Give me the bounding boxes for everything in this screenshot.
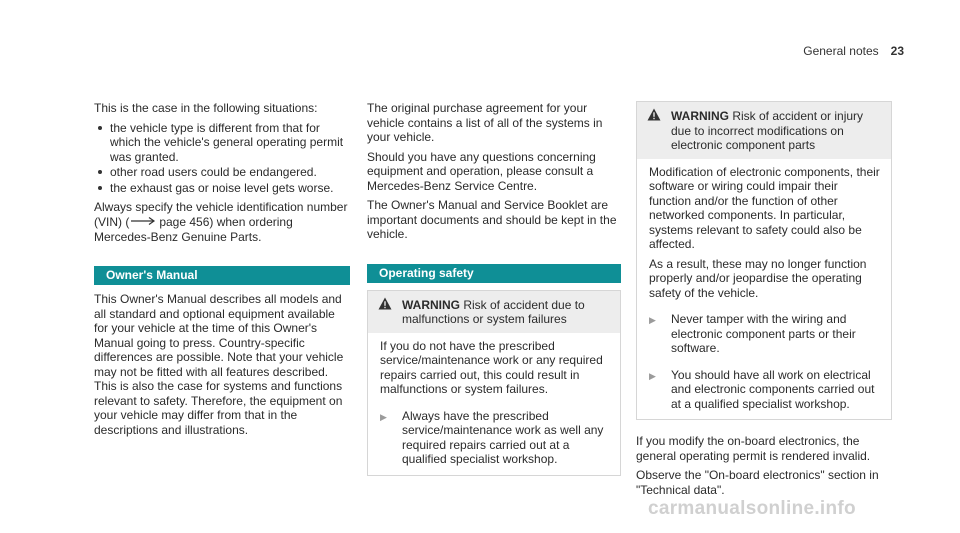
vin-page-link[interactable]: page 456) when ordering Mercedes-Benz Genuine Parts. (94, 214, 293, 244)
warning-action (649, 368, 881, 412)
warning-header (368, 291, 620, 333)
warning-description: Modification of electronic components, their software or wiring could impair their function and/or the function of other networked components. In particular, systems relevant to safety could also be affected. (649, 164, 880, 251)
observe-text: Observe the "On-board electronics" section in "Technical data". (636, 468, 879, 497)
owners-manual-text: This Owner's Manual describes all models and all standard and optional equipment available for your vehicle at the time of this Owner's Manual going to press. Country-specific differences are possible. Note that your vehicle may not be fitted with all features described. This is also the case for systems and functions relevant to safety. Therefore, the equipment on your vehicle may differ from that in the descriptions and illustrations. (94, 292, 344, 437)
list-item: other road users could be endangered. (94, 165, 350, 180)
section-heading-owners-manual: Owner's Manual (94, 266, 350, 285)
column-right (636, 101, 892, 502)
warning-triangle-icon (647, 108, 661, 125)
warning-box-modification (636, 101, 892, 420)
warning-description: If you do not have the prescribed service/maintenance work or any required repairs carried out, this could result in malfunctions or system failures. (380, 338, 603, 396)
warning-title: Risk of accident or injury due to incorrect modifications on electronic component parts (671, 109, 864, 152)
warning-consequence: As a result, these may no longer function properly and/or jeopardise the operating safety of the vehicle. (649, 256, 867, 300)
warning-header (637, 102, 891, 159)
page-number: 23 (890, 44, 904, 58)
situation-list (94, 121, 350, 196)
warning-action (649, 312, 881, 356)
list-item: the vehicle type is different from that for which the vehicle's general operating permit was granted. (94, 121, 350, 165)
questions-text: Should you have any questions concerning equipment and operation, please consult a Mercedes-Benz Service Centre. (367, 149, 596, 193)
warning-body (637, 159, 891, 420)
action-arrow-icon: ▶ (380, 411, 387, 422)
warning-body (368, 333, 620, 475)
warning-action (380, 409, 610, 467)
warning-title: Risk of accident due to malfunctions or system failures (402, 297, 585, 326)
warning-box-malfunction (367, 290, 621, 476)
action-text: Never tamper with the wiring and electronic component parts or their software. (671, 312, 856, 355)
page-ref-arrow-icon (131, 215, 157, 230)
warning-label: WARNING (402, 297, 460, 312)
section-heading-operating-safety: Operating safety (367, 264, 621, 283)
documents-text: The Owner's Manual and Service Booklet are important documents and should be kept in the vehicle. (367, 198, 617, 241)
running-header (803, 44, 904, 59)
list-item: the exhaust gas or noise level gets worse. (94, 181, 350, 196)
section-title: General notes (803, 44, 879, 58)
purchase-agreement-text: The original purchase agreement for your vehicle contains a list of all of the systems in your vehicle. (367, 101, 603, 144)
intro-text: This is the case in the following situations: (94, 101, 318, 115)
watermark: carmanualsonline.info (648, 498, 856, 519)
action-text: You should have all work on electrical and electronic components carried out at a qualified specialist workshop. (671, 367, 875, 411)
action-arrow-icon: ▶ (649, 315, 656, 325)
modification-text: If you modify the on-board electronics, the general operating permit is rendered invalid. (636, 434, 871, 463)
warning-label: WARNING (671, 109, 729, 123)
column-left (94, 101, 350, 442)
column-middle (367, 101, 621, 476)
vin-text: Always specify the vehicle identification number (VIN) ( (94, 200, 348, 229)
action-text: Always have the prescribed service/maintenance work as well any required repairs carried out at a qualified specialist workshop. (402, 408, 604, 466)
action-arrow-icon: ▶ (649, 370, 656, 381)
warning-triangle-icon (378, 297, 392, 314)
vin-paragraph (94, 200, 350, 244)
